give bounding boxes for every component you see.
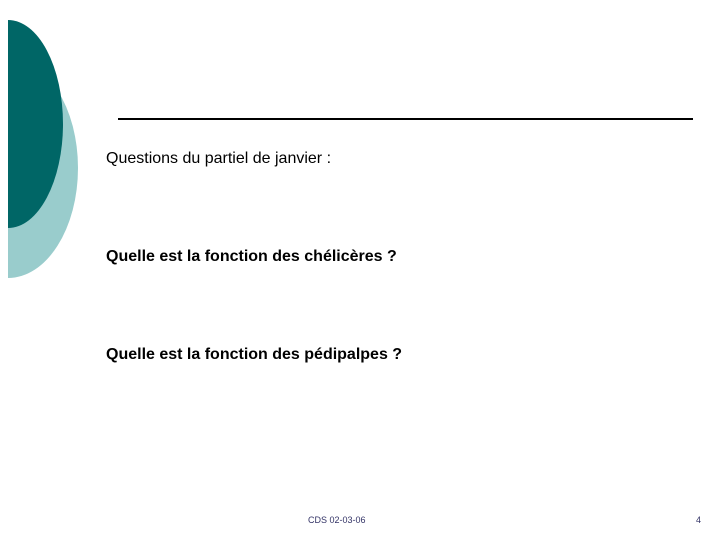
- intro-text: Questions du partiel de janvier :: [106, 150, 332, 167]
- question-pedipalps: Quelle est la fonction des pédipalpes ?: [106, 346, 403, 363]
- question-chelicerae: Quelle est la fonction des chélicères ?: [106, 248, 397, 265]
- decorative-teal-shapes: [0, 0, 90, 300]
- page-number: 4: [696, 515, 702, 525]
- title-divider-line: [118, 118, 693, 120]
- footer-date: CDS 02-03-06: [308, 515, 366, 525]
